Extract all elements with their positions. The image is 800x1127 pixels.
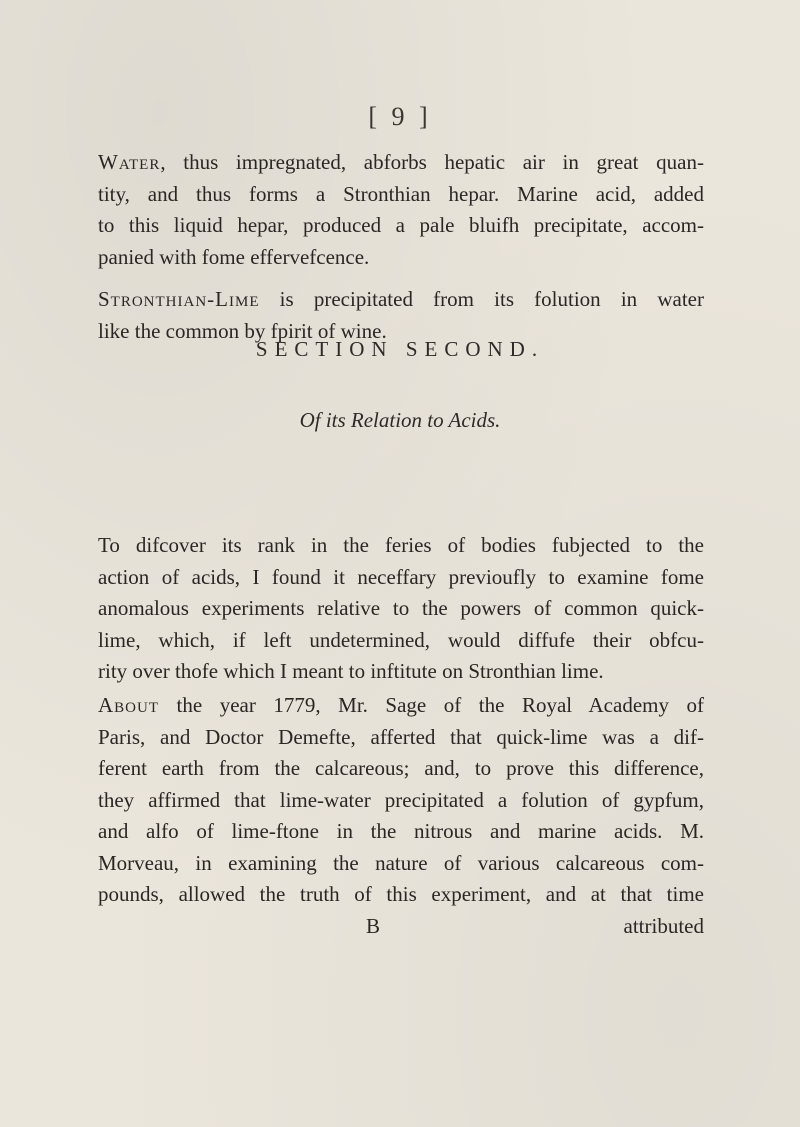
text-line: anomalous experiments relative to the powers of common quick-	[98, 596, 704, 620]
text-line: action of acids, I found it neceffary previoufly to examine fome	[98, 564, 704, 589]
text-line: to this liquid hepar, produced a pale bluifh precipitate, accom-	[98, 213, 704, 237]
signature-mark: B	[366, 913, 381, 938]
text-line-rest: is precipitated from its folution in water	[259, 287, 704, 311]
text-line: ferent earth from the calcareous; and, to prove this difference,	[98, 756, 704, 780]
text-line: Morveau, in examining the nature of various calcareous com-	[98, 850, 704, 875]
paragraph-about-1779	[98, 690, 704, 942]
lead-word: Stronthian-Lime	[98, 287, 260, 311]
text-line: pounds, allowed the truth of this experiment, and at that time	[98, 882, 704, 906]
text-line-rest: , thus impregnated, abforbs hepatic air in great quan-	[160, 150, 704, 174]
section-subheading: Of its Relation to Acids.	[299, 408, 501, 432]
paragraph-water-hepar	[98, 147, 704, 273]
text-line: Paris, and Doctor Demefte, afferted that quick-lime was a dif-	[98, 724, 704, 749]
lead-word: Water	[98, 150, 161, 174]
lead-word: About	[98, 693, 159, 717]
text-line: panied with fome effervefcence.	[98, 244, 370, 269]
text-line	[98, 147, 704, 179]
catchword-line	[98, 911, 704, 943]
text-line: To difcover its rank in the feries of bodies fubjected to the	[98, 533, 704, 557]
text-line: rity over thofe which I meant to inftitute on Stronthian lime.	[98, 659, 604, 683]
page-number: [ 9 ]	[368, 102, 432, 131]
paragraph-discover-rank	[98, 530, 704, 688]
text-line-rest: the year 1779, Mr. Sage of the Royal Academy of	[159, 693, 704, 717]
text-line: like the common by fpirit of wine.	[98, 318, 387, 343]
text-line: they affirmed that lime-water precipitated a folution of gypfum,	[98, 787, 704, 812]
catchword: attributed	[623, 913, 704, 938]
text-line: lime, which, if left undetermined, would diffufe their obfcu-	[98, 627, 704, 652]
section-heading: SECTION SECOND.	[255, 337, 545, 361]
text-line	[98, 690, 704, 722]
text-line	[98, 284, 704, 316]
text-line: and alfo of lime-ftone in the nitrous and marine acids. M.	[98, 819, 704, 843]
text-line: tity, and thus forms a Stronthian hepar. Marine acid, added	[98, 181, 704, 206]
